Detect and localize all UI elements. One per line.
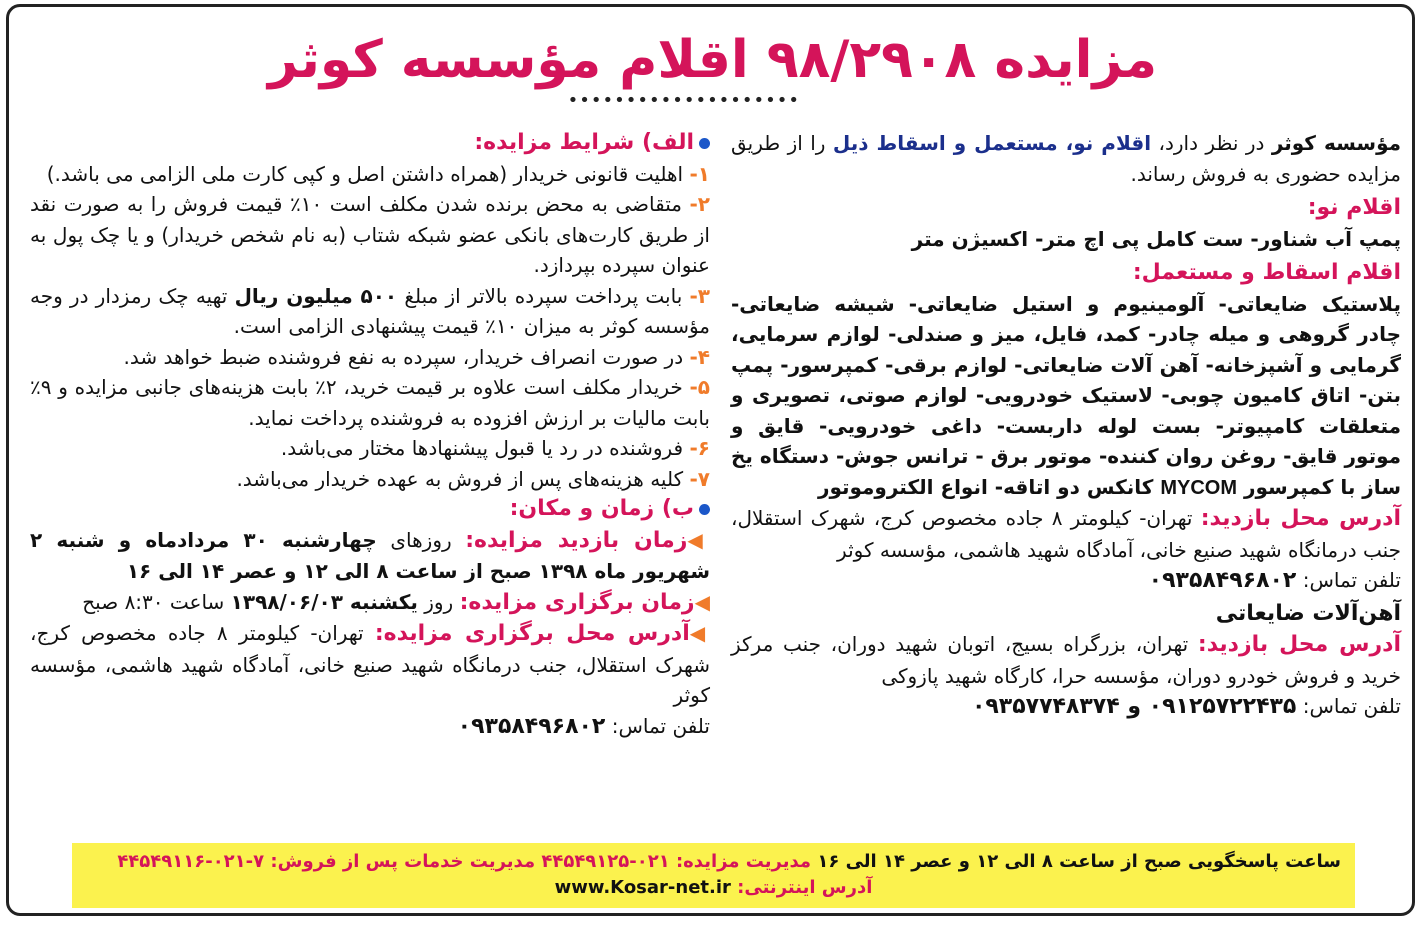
condition-text: اهلیت قانونی خریدار (همراه داشتن اصل و کپی کارت ملی الزامی می باشد.) — [46, 161, 690, 186]
phone-number: ۰۹۱۲۵۷۲۲۴۳۵ و ۰۹۳۵۷۷۴۸۳۷۴ — [971, 694, 1297, 719]
intro-highlight: اقلام نو، مستعمل و اسقاط ذیل — [832, 131, 1152, 155]
condition-text: متقاضی به محض برنده شدن مکلف است ۱۰٪ قیمت فروش را به صورت نقد از طریق کارت‌های بانکی عضو شبکه شتاب (به نام شخص خریدار) و یا چک پول به عنوان سپرده بپردازد. — [30, 192, 710, 277]
phone-label: تلفن تماس: — [605, 713, 710, 738]
used-items-list — [731, 289, 1401, 504]
condition-text: فروشنده در رد یا قبول پیشنهادها مختار می‌باشد. — [280, 436, 690, 460]
visit-time-label: زمان بازدید مزایده: — [465, 527, 688, 553]
phone-line-2 — [731, 691, 1401, 723]
title-divider: •••••••••••••••••••• — [567, 90, 800, 111]
held-place-text: تهران- کیلومتر ۸ جاده مخصوص کرج، شهرک استقلال، جنب درمانگاه شهید صنیع خانی، آمادگاه شهید هاشمی، مؤسسه کوثر — [30, 621, 710, 707]
condition-text: خریدار مکلف است علاوه بر قیمت خرید، ۲٪ بابت هزینه‌های جانبی مزایده و ۹٪ بابت مالیات بر ارزش افزوده به فروشنده پرداخت نماید. — [30, 375, 710, 430]
condition-number: ۶- — [689, 436, 710, 460]
used-items-heading: اقلام اسقاط و مستعمل: — [1132, 260, 1401, 285]
held-place — [30, 618, 710, 711]
visit-address-text: تهران، بزرگراه بسیج، اتوبان شهید دوران، جنب مرکز خرید و فروش خودرو دوران، مؤسسه حرا، کارگاه شهید پازوکی — [731, 632, 1401, 688]
bullet-dot-icon — [699, 138, 710, 149]
phone-number: ۰۹۳۵۸۴۹۶۸۰۲ — [457, 713, 606, 739]
condition-item — [30, 433, 710, 464]
scrap-heading: آهن‌آلات ضایعاتی — [1215, 600, 1401, 626]
phone-number: ۰۹۳۵۸۴۹۶۸۰۲ — [1148, 568, 1297, 593]
held-time — [30, 587, 710, 619]
condition-item — [30, 159, 710, 190]
condition-item — [30, 189, 710, 281]
time-place-heading — [30, 494, 710, 525]
visit-label: آدرس محل بازدید: — [1197, 632, 1401, 657]
footer-auction-management: مدیریت مزایده: ۰۲۱-۴۴۵۴۹۱۲۵ — [541, 851, 812, 872]
used-items-text: پلاستیک ضایعاتی- آلومینیوم و استیل ضایعاتی- شیشه ضایعاتی- چادر گروهی و میله چادر- کمد، فایل، میز و صندلی- لوازم سرمایی، گرمایی و آشپزخانه- آهن آلات ضایعاتی- لوازم برقی- کمپرسور- پمپ بتن- اتاق کامیون چوبی- لاستیک خودرویی- لوازم صوتی، تصویری و متعلقات کامپیوتر- بست لوله داربست- داغی خودرویی- قایق و موتور قایق- روغن روان کننده- موتور برق - ترانس جوش- دستگاه یخ ساز با کمپرسور — [731, 291, 1401, 499]
conditions-heading-text: الف) شرایط مزایده: — [474, 130, 694, 155]
condition-number: ۵- — [689, 375, 710, 399]
held-time-date: یکشنبه ۱۳۹۸/۰۶/۰۳ — [230, 589, 418, 614]
visit-address-text: تهران- کیلومتر ۸ جاده مخصوص کرج، شهرک استقلال، جنب درمانگاه شهید صنیع خانی، آمادگاه شهید هاشمی، مؤسسه کوثر — [731, 506, 1401, 562]
footer-web-line — [86, 875, 1341, 901]
org-name: مؤسسه کوثر — [1271, 131, 1402, 155]
intro-paragraph — [731, 128, 1401, 189]
held-time-label: زمان برگزاری مزایده: — [459, 589, 695, 615]
phone-label: تلفن تماس: — [1296, 568, 1401, 592]
phone-line-1 — [731, 565, 1401, 597]
conditions-column — [30, 128, 710, 742]
arrow-bullet-icon: ◀ — [694, 589, 710, 614]
conditions-heading — [30, 128, 710, 159]
footer-after-sales: مدیریت خدمات پس از فروش: ۷-۰۲۱-۴۴۵۴۹۱۱۶ — [117, 851, 542, 872]
condition-item — [30, 281, 710, 342]
intro-text-end: را از طریق مزایده حضوری به فروش رساند. — [731, 131, 1401, 186]
condition-item — [30, 342, 710, 373]
visit-time-hours: صبح از ساعت ۸ الی ۱۲ و عصر ۱۴ الی ۱۶ — [126, 559, 539, 583]
condition-text: بابت پرداخت سپرده بالاتر از مبلغ — [397, 283, 690, 308]
footer-web-label: آدرس اینترنتی: — [730, 877, 873, 898]
condition-number: ۷- — [689, 466, 710, 491]
visit-label: آدرس محل بازدید: — [1200, 506, 1402, 531]
condition-item — [30, 464, 710, 495]
footer-contact-line — [86, 849, 1341, 875]
held-place-label: آدرس محل برگزاری مزایده: — [374, 621, 690, 646]
mycom-brand: MYCOM — [1160, 476, 1238, 499]
condition-number: ۲- — [689, 192, 710, 216]
held-time-hour: ساعت ۸:۳۰ صبح — [82, 589, 231, 614]
visit-time — [30, 525, 710, 587]
visit-time-dates: چهارشنبه ۳۰ مردادماه و شنبه ۲ شهریور ماه ۱۳۹۸ — [30, 527, 710, 583]
visit-time-text: روزهای — [376, 527, 466, 552]
condition-text: در صورت انصراف خریدار، سپرده به نفع فروشنده ضبط خواهد شد. — [123, 344, 690, 369]
used-items-text-end: کانکس دو اتاقه- انواع الکتروموتور — [817, 474, 1161, 499]
phone-label: تلفن تماس: — [1296, 694, 1401, 718]
arrow-bullet-icon: ◀ — [689, 621, 710, 645]
condition-number: ۳- — [689, 283, 710, 308]
held-time-text: روز — [417, 589, 460, 614]
page-title: مزایده ۹۸/۲۹۰۸ اقلام مؤسسه کوثر — [267, 30, 1158, 90]
new-items-heading: اقلام نو: — [1307, 195, 1401, 220]
footer-hours: ساعت پاسخگویی صبح از ساعت ۸ الی ۱۲ و عصر ۱۴ الی ۱۶ — [811, 851, 1341, 872]
bullet-dot-icon — [699, 504, 710, 515]
footer-banner — [72, 843, 1355, 908]
new-items-list: پمپ آب شناور- ست کامل پی اچ متر- اکسیژن متر — [911, 226, 1401, 251]
visit-address-2 — [731, 629, 1401, 691]
intro-text: در نظر دارد، — [1151, 131, 1272, 155]
amount-highlight: ۵۰۰ میلیون ریال — [234, 283, 398, 308]
condition-number: ۴- — [689, 344, 710, 369]
condition-number: ۱- — [689, 161, 710, 186]
visit-address-1 — [731, 503, 1401, 565]
phone-line-left — [30, 711, 710, 743]
condition-item — [30, 372, 710, 433]
condition-text: کلیه هزینه‌های پس از فروش به عهده خریدار می‌باشد. — [236, 466, 690, 491]
time-place-heading-text: ب) زمان و مکان: — [509, 496, 694, 521]
condition-text-end: تهیه چک رمزدار در وجه مؤسسه کوثر به میزان ۱۰٪ قیمت پیشنهادی الزامی است. — [30, 283, 710, 338]
arrow-bullet-icon: ◀ — [687, 527, 710, 552]
items-column — [731, 128, 1401, 723]
website-link[interactable]: www.Kosar-net.ir — [554, 877, 731, 898]
